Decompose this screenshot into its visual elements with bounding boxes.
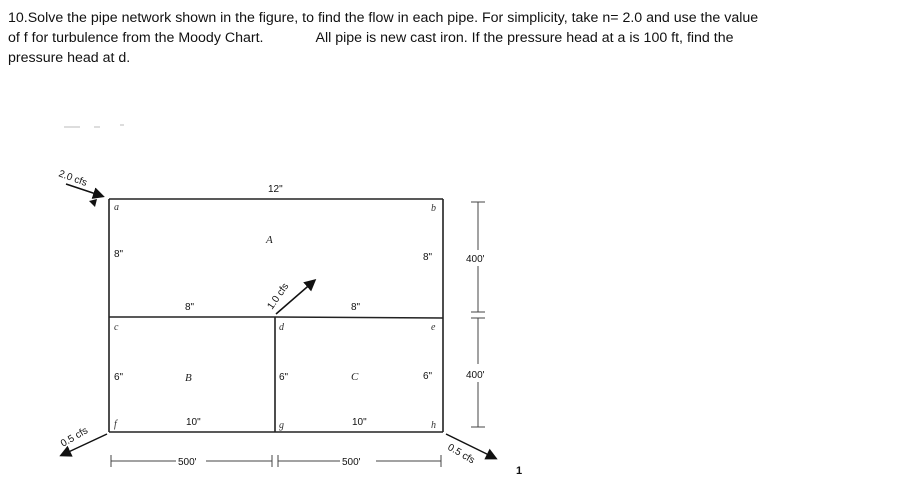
size-left-lower: 6" bbox=[114, 372, 124, 383]
size-mid-left: 8" bbox=[185, 302, 195, 313]
length-left: 500' bbox=[178, 457, 197, 468]
problem-line-2b: All pipe is new cast iron. If the pressure head at a is 100 ft, find the bbox=[315, 30, 734, 46]
size-middle-lower: 6" bbox=[279, 372, 289, 383]
length-labels bbox=[178, 254, 485, 468]
node-e: e bbox=[431, 322, 436, 333]
flow-arrows bbox=[62, 184, 495, 458]
problem-line-3: pressure head at d. bbox=[8, 50, 131, 66]
flow-inflow-a: 2.0 cfs bbox=[56, 168, 89, 189]
scan-noise bbox=[64, 125, 124, 127]
flow-mid-d: 1.0 cfs bbox=[265, 281, 292, 312]
size-bottom-left: 10" bbox=[186, 417, 201, 428]
loop-B: B bbox=[185, 372, 192, 384]
node-b: b bbox=[431, 203, 436, 214]
node-a: a bbox=[114, 202, 119, 213]
flow-out-h: 0.5 cfs bbox=[445, 442, 477, 467]
length-lower: 400' bbox=[466, 370, 485, 381]
pipe-de bbox=[275, 317, 443, 318]
size-bottom-right: 10" bbox=[352, 417, 367, 428]
size-right-upper: 8" bbox=[423, 252, 433, 263]
size-mid-right: 8" bbox=[351, 302, 361, 313]
node-a-marker-icon bbox=[89, 199, 97, 207]
length-right: 500' bbox=[342, 457, 361, 468]
loop-C: C bbox=[351, 371, 359, 383]
length-upper: 400' bbox=[466, 254, 485, 265]
dimension-lines bbox=[111, 202, 485, 467]
node-h: h bbox=[431, 420, 436, 431]
size-top: 12" bbox=[268, 184, 283, 195]
node-f: f bbox=[114, 419, 117, 430]
size-left-upper: 8" bbox=[114, 249, 124, 260]
size-right-lower: 6" bbox=[423, 371, 433, 382]
flow-out-f: 0.5 cfs bbox=[59, 425, 91, 450]
node-g: g bbox=[279, 420, 284, 431]
problem-line-1: 10.Solve the pipe network shown in the figure, to find the flow in each pipe. For simplicity, take n= 2.0 and use the value bbox=[8, 10, 759, 26]
node-d: d bbox=[279, 322, 284, 333]
page-number: 1 bbox=[516, 465, 523, 477]
loop-A: A bbox=[266, 234, 273, 246]
pipe-network bbox=[109, 199, 443, 432]
node-c: c bbox=[114, 322, 119, 333]
problem-line-2a: of f for turbulence from the Moody Chart. bbox=[8, 30, 264, 46]
